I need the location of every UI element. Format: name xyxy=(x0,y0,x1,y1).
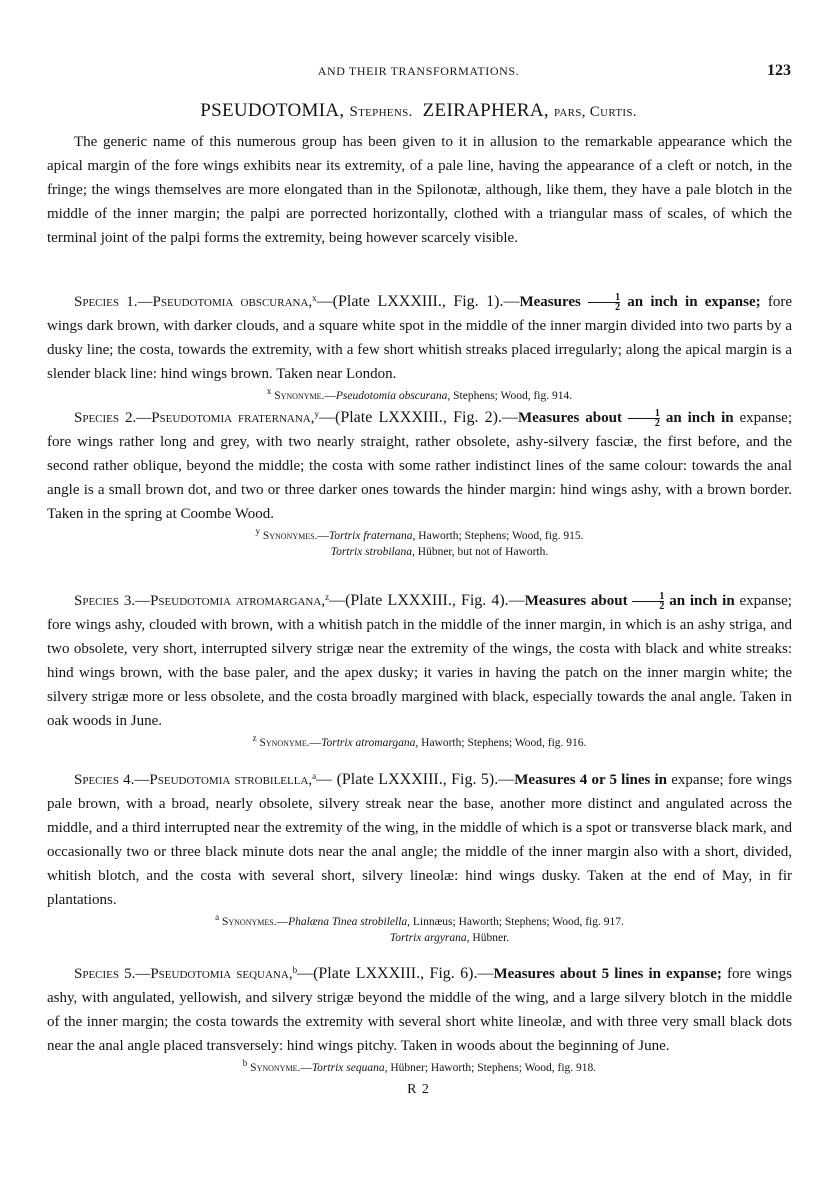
synonym-name: Tortrix argyrana, xyxy=(389,932,470,944)
measure-after: an inch in xyxy=(659,410,734,426)
synonym-name: Pseudotomia obscurana, xyxy=(335,390,451,402)
synonym-line: $^y$ Synonymes.—Tortrix fraternana, Haworth; Stephens; Wood, fig. 915. xyxy=(255,526,584,542)
genus-name: PSEUDOTOMIA, xyxy=(200,100,345,121)
plate-reference: —(Plate LXXXIII., Fig. 2).— xyxy=(318,409,518,426)
genus-author: Stephens. xyxy=(349,104,413,120)
species-entry-5 xyxy=(47,962,792,1076)
synonym-label: Synonymes. xyxy=(221,916,277,928)
synonym-line: $^z$ Synonyme.—Tortrix atromargana, Haworth; Stephens; Wood, fig. 916. xyxy=(252,733,587,749)
synonym-name: Tortrix strobilana, xyxy=(330,546,415,558)
plate-reference: — (Plate LXXXIII., Fig. 5).— xyxy=(316,771,515,788)
fraction-denominator: 2 xyxy=(615,302,621,314)
fraction xyxy=(628,409,660,428)
measure-text: Measures about xyxy=(517,410,628,426)
species-label: Species 2.—Pseudotomia fraternana, xyxy=(74,410,315,426)
genus-heading xyxy=(0,100,837,122)
species-label: Species 1.—Pseudotomia obscurana, xyxy=(74,294,313,310)
plate-reference: —(Plate LXXXIII., Fig. 6).— xyxy=(297,965,494,982)
fraction xyxy=(632,592,664,611)
species-description xyxy=(47,589,792,733)
intro-section xyxy=(47,130,792,250)
synonym-label: Synonymes. xyxy=(262,530,318,542)
description-text: fore wings ashy, with angulated, yellowish, and silvery strigæ beyond the middle of the wing, and a large silvery blotch in the middle of the inner margin; the costa towards the extremity with several short white lineolæ, and with three very small black dots near the anal angle placed transversely: hind wings pitchy. Taken in woods about the beginning of June. xyxy=(47,966,792,1054)
synonym-line: $^x$ Synonyme.—Pseudotomia obscurana, Stephens; Wood, fig. 914. xyxy=(266,386,573,402)
description-text: fore wings dark brown, with darker clouds, and a square white spot in the middle of the inner margin divided into two parts by a dusky line; the costa, towards the extremity, with a few short whitish streaks placed irregularly; along the apical margin is a slender black line: hind wings brown. Taken near London. xyxy=(47,294,792,382)
description-text: expanse; fore wings rather long and grey, with two nearly straight, rather obsolete, ashy-silvery fasciæ, the first before, and the second rather oblique, beyond the middle; the costa with some rather indistinct lines of the same colour: towards the anal angle is a small brown dot, and two or three darker ones towards the hinder margin: hind wings ashy, with a brown border. Taken in the spring at Coombe Wood. xyxy=(47,410,792,522)
running-head: AND THEIR TRANSFORMATIONS. xyxy=(317,64,520,78)
intro-paragraph: The generic name of this numerous group has been given to it in allusion to the remarkable appearance which the apical margin of the fore wings exhibits near its extremity, of a pale line, having the appearance of a cleft or notch, in the fringe; the wings themselves are more elongated than in the Spilonotæ, although, like them, they have a pale blotch in the middle of the inner margin; the palpi are porrected horizontally, clothed with a triangular mass of scales, of which the terminal joint of the palpi forms the extremity, being however scarcely visible. xyxy=(47,134,792,246)
measurement: Measures 4 or 5 lines in xyxy=(514,772,668,788)
fraction xyxy=(588,293,620,312)
plate-reference: —(Plate LXXXIII., Fig. 1).— xyxy=(316,293,520,310)
measure-after: an inch in xyxy=(664,593,735,609)
synonym-line: $^b$ Synonyme.—Tortrix sequana, Hübner; Haworth; Stephens; Wood, fig. 918. xyxy=(242,1058,597,1074)
footnote-mark: z xyxy=(325,592,330,602)
description-text: expanse; fore wings pale brown, with a broad, nearly obsolete, silvery streak near the base, another more distinct and angulated across the middle, and a third interrupted near the extremity of the wing, in the middle of which is a spot or transverse black mark, and occasionally two or three black minute dots near the anal angle; the middle of the inner margin also with a short, divided, whitish blotch, and the costa with several short, silvery lineolæ: hind wings dusky. Taken at the end of May, in fir plantations. xyxy=(47,772,792,908)
page-number: 123 xyxy=(767,62,791,79)
synonym-authorities: Hübner, but not of Haworth. xyxy=(414,546,549,558)
footnote-mark: a xyxy=(312,771,317,781)
species-description xyxy=(47,406,792,526)
alt-genus-name: ZEIRAPHERA, xyxy=(422,100,549,121)
synonym-authorities: Hübner; Haworth; Stephens; Wood, fig. 918. xyxy=(387,1062,597,1074)
measure-text: Measures xyxy=(519,294,589,310)
fraction-numerator: 1 xyxy=(588,293,620,303)
measurement xyxy=(524,591,735,613)
species-entry-2 xyxy=(47,406,792,560)
synonym-name: Tortrix atromargana, xyxy=(321,737,419,749)
synonym-name: Tortrix fraternana, xyxy=(328,530,416,542)
synonym-name: Tortrix sequana, xyxy=(311,1062,388,1074)
measure-text: Measures about xyxy=(524,593,633,609)
synonym-authorities: Hübner. xyxy=(469,932,510,944)
description-text: expanse; fore wings ashy, clouded with brown, with a whitish patch in the middle of the inner margin, in which is an ashy striga, and two obsolete, very short, interrupted silvery strigæ near the extremity of the wings, the costa with black and white streaks: hind wings brown, with the base paler, and the apex dusky; it varies in having the patch on the inner margin white; the silvery strigæ more or less obsolete, and the costa broadly margined with black, especially towards the anal angle. Taken in oak woods in June. xyxy=(47,593,792,729)
species-label: Species 4.—Pseudotomia strobilella, xyxy=(74,772,313,788)
synonym-label: Synonyme. xyxy=(259,737,310,749)
fraction-denominator: 2 xyxy=(654,418,660,430)
footnote-mark: x xyxy=(266,386,272,396)
alt-genus-author: pars, Curtis. xyxy=(554,104,637,120)
fraction-numerator: 1 xyxy=(632,592,664,602)
synonym-label: Synonyme. xyxy=(250,1062,301,1074)
measure-after: an inch in expanse; xyxy=(620,294,761,310)
fraction-denominator: 2 xyxy=(659,601,665,613)
fraction-numerator: 1 xyxy=(628,409,660,419)
signature-mark: R 2 xyxy=(407,1082,430,1097)
species-description xyxy=(47,962,792,1058)
species-label: Species 5.—Pseudotomia sequana, xyxy=(74,966,293,982)
species-description xyxy=(47,290,792,386)
footnote-mark: y xyxy=(255,526,260,536)
plate-reference: —(Plate LXXXIII., Fig. 4).— xyxy=(329,592,525,609)
species-description xyxy=(47,768,792,912)
synonym-authorities: Haworth; Stephens; Wood, fig. 916. xyxy=(418,737,587,749)
footnote-mark: x xyxy=(312,293,317,303)
species-entry-3 xyxy=(47,589,792,751)
measurement xyxy=(519,292,761,314)
footnote-mark: y xyxy=(314,409,319,419)
synonym-authorities: Linnæus; Haworth; Stephens; Wood, fig. 917. xyxy=(410,916,624,928)
synonym-authorities: Haworth; Stephens; Wood, fig. 915. xyxy=(415,530,584,542)
synonym-line: $^a$ Synonymes.—Phalæna Tinea strobilella, Linnæus; Haworth; Stephens; Wood, fig. 917. xyxy=(215,912,624,928)
footnote-mark: z xyxy=(252,733,257,743)
synonym-name: Phalæna Tinea strobilella, xyxy=(288,916,411,928)
species-entry-4 xyxy=(47,768,792,946)
synonym-line xyxy=(47,930,792,946)
measurement: Measures about 5 lines in expanse; xyxy=(493,966,722,982)
measurement xyxy=(517,408,734,430)
synonym-authorities: Stephens; Wood, fig. 914. xyxy=(450,390,573,402)
species-entry-1 xyxy=(47,290,792,404)
species-label: Species 3.—Pseudotomia atromargana, xyxy=(74,593,326,609)
footnote-mark: b xyxy=(242,1058,248,1068)
synonym-line xyxy=(47,544,792,560)
footnote-mark: b xyxy=(292,965,298,975)
synonym-label: Synonyme. xyxy=(274,390,325,402)
footnote-mark: a xyxy=(215,912,220,922)
